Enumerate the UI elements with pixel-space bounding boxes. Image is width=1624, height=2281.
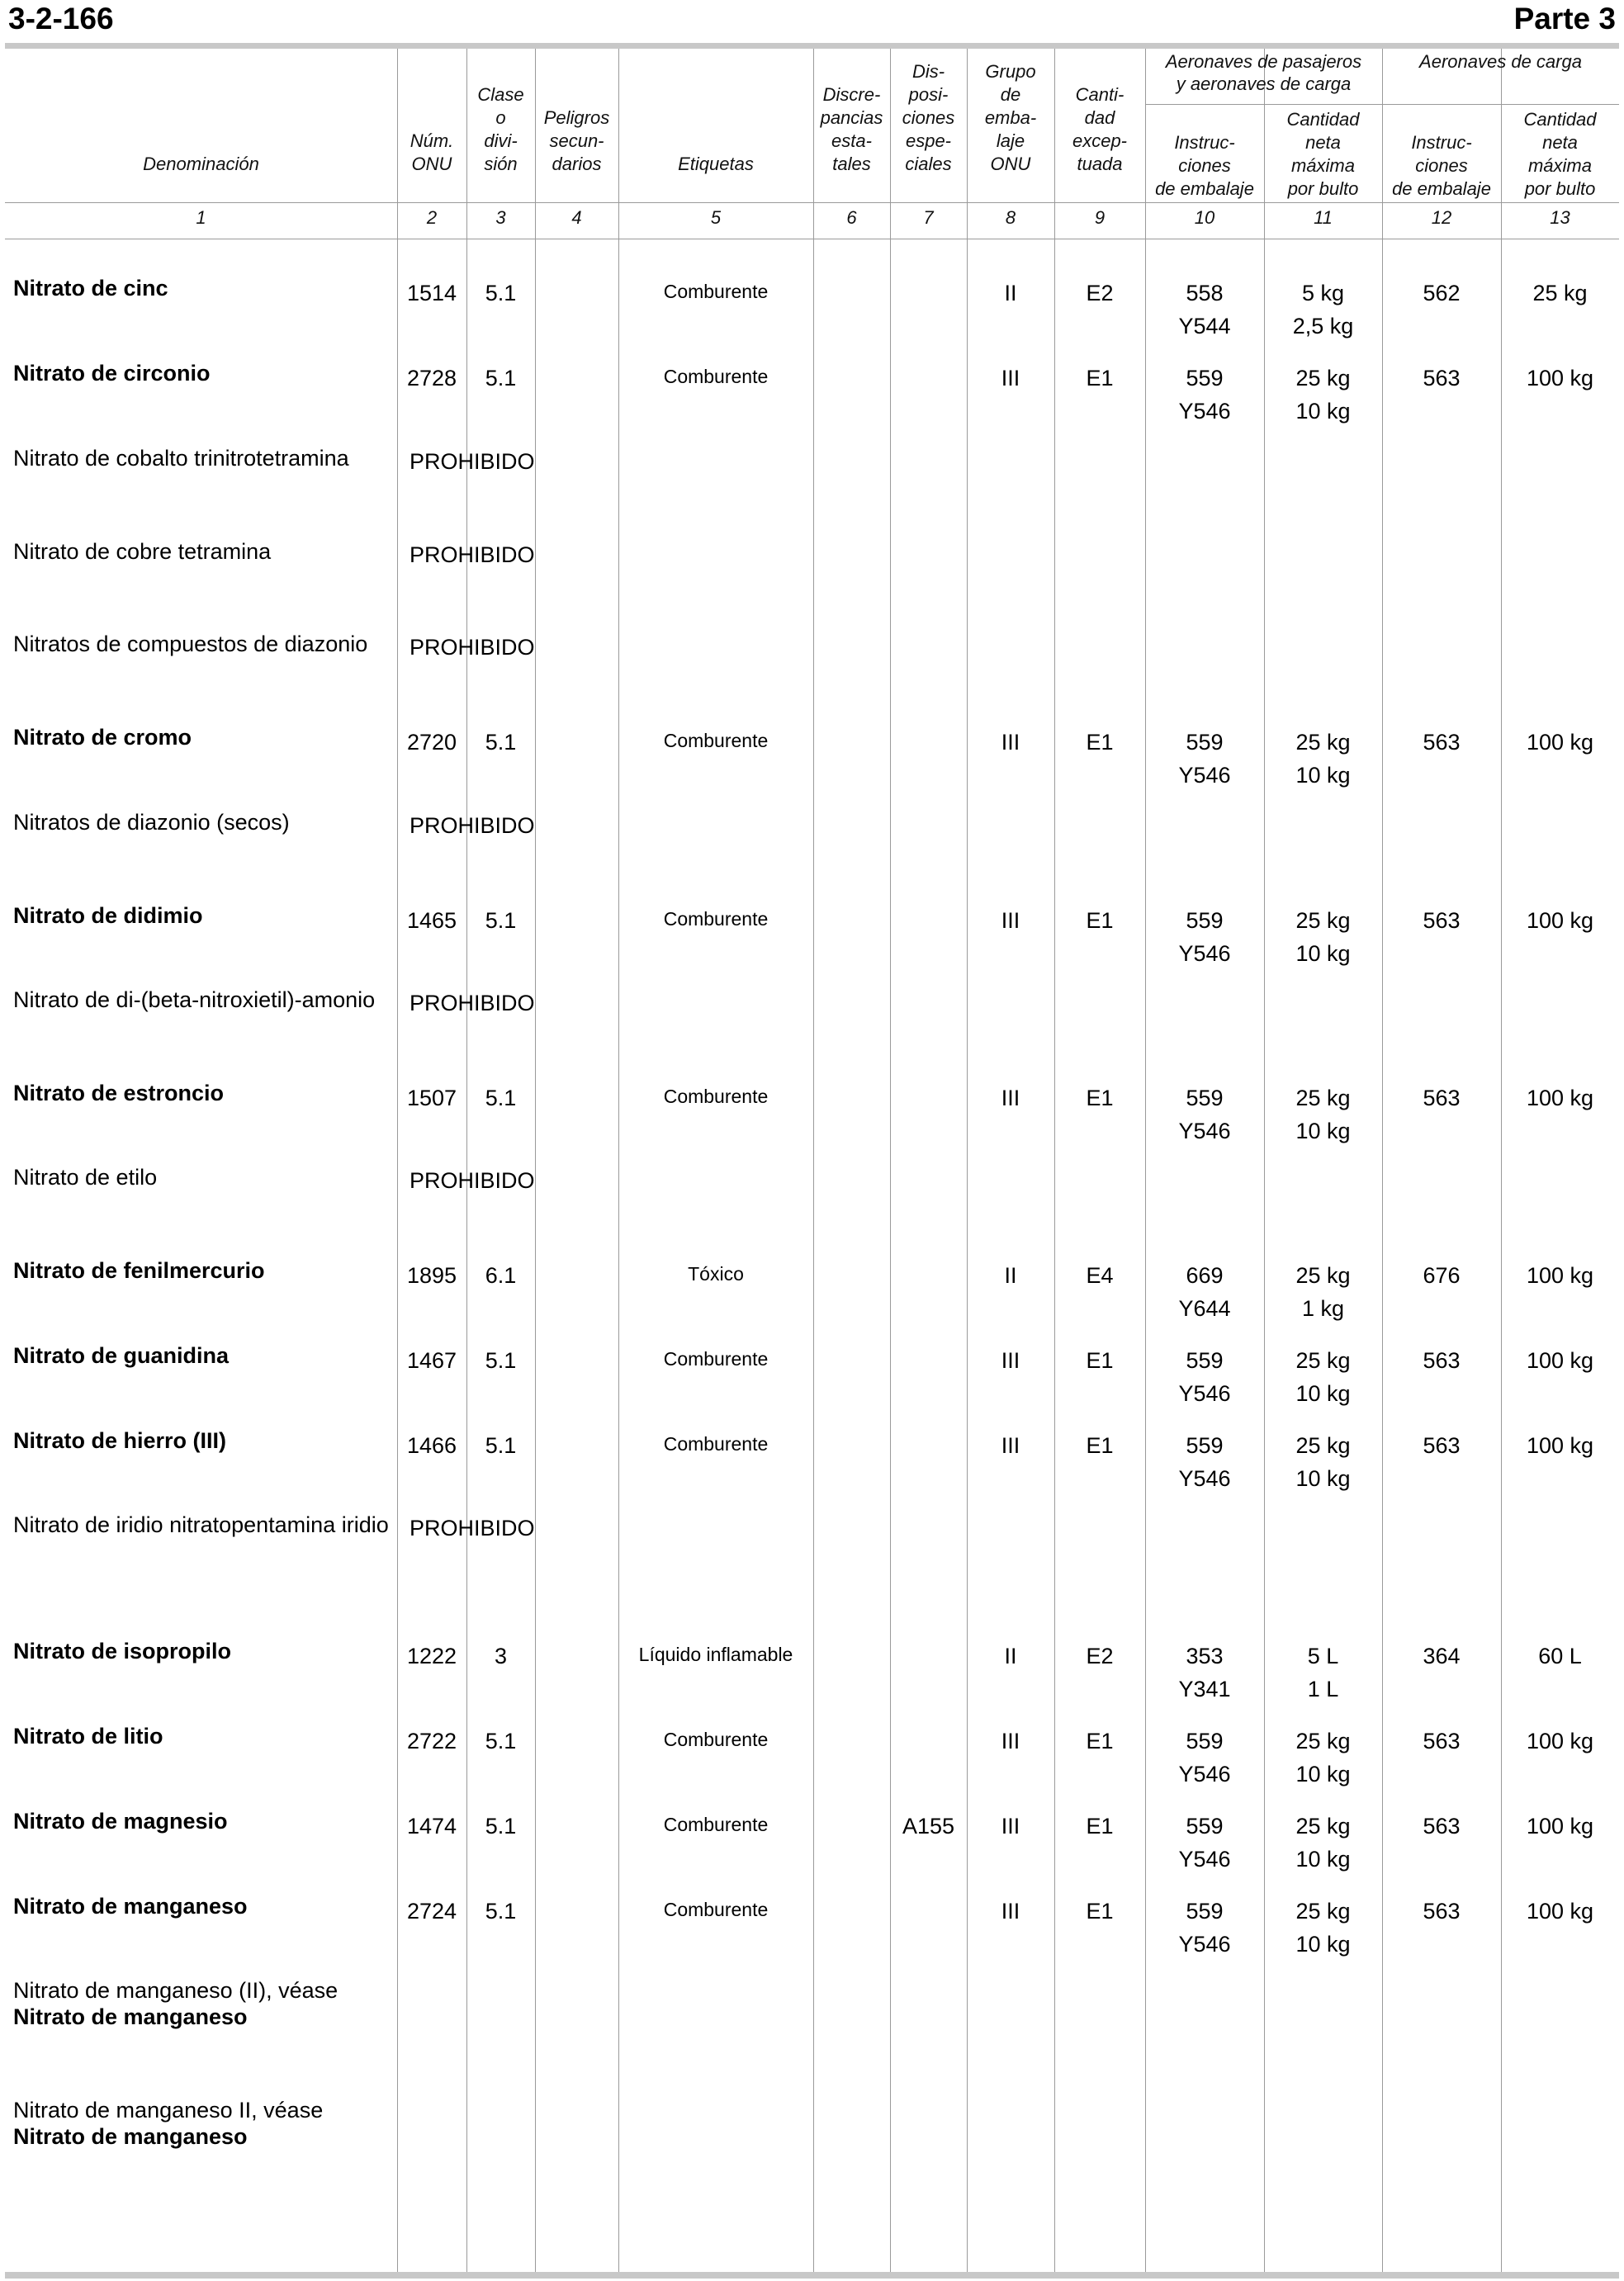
un-number: 2728 <box>406 366 457 390</box>
passenger-ltd-quantity: 1 kg <box>1301 1296 1345 1321</box>
column-number: 8 <box>1005 207 1016 228</box>
prohibited-label: PROHIBIDO <box>410 1168 535 1193</box>
column-number: 4 <box>571 207 582 228</box>
cargo-max-quantity: 25 kg <box>1532 281 1588 305</box>
packing-group: III <box>1001 1348 1020 1373</box>
passenger-ltd-instruction: Y546 <box>1178 941 1231 966</box>
prohibited-label: PROHIBIDO <box>410 542 535 567</box>
passenger-ltd-quantity: 1 L <box>1307 1677 1339 1701</box>
hazard-label: Comburente <box>663 1433 769 1455</box>
hazard-class: 5.1 <box>485 366 517 390</box>
un-number: 1222 <box>406 1644 457 1668</box>
header-pi-cargo: Instruc- ciones de embalaje <box>1392 132 1491 199</box>
un-number: 1474 <box>406 1814 457 1839</box>
cargo-packing-instruction: 563 <box>1423 1086 1461 1110</box>
header-group-passenger: Aeronaves de pasajeros y aeronaves de carga <box>1165 51 1362 94</box>
substance-name: Nitrato de cobalto trinitrotetramina <box>13 446 349 471</box>
un-number: 1895 <box>406 1263 457 1288</box>
passenger-ltd-quantity: 10 kg <box>1295 941 1351 966</box>
excepted-quantity: E1 <box>1086 908 1114 933</box>
header-disposiciones: Dis- posi- ciones espe- ciales <box>902 61 955 174</box>
passenger-packing-instruction: 559 <box>1186 1814 1224 1839</box>
hazard-label: Comburente <box>663 1899 769 1920</box>
header-etiquetas: Etiquetas <box>678 154 754 174</box>
prohibited-label: PROHIBIDO <box>410 991 535 1015</box>
substance-name: Nitrato de cromo <box>13 725 192 750</box>
header-group-cargo: Aeronaves de carga <box>1419 51 1582 72</box>
substance-name: Nitrato de manganeso (II), véase <box>13 1978 339 2003</box>
passenger-packing-instruction: 558 <box>1186 281 1224 305</box>
prohibited-label: PROHIBIDO <box>410 1516 535 1540</box>
substance-name: Nitrato de cobre tetramina <box>13 539 272 564</box>
passenger-max-quantity: 25 kg <box>1295 1814 1351 1839</box>
un-number: 2720 <box>406 730 457 755</box>
excepted-quantity: E1 <box>1086 1814 1114 1839</box>
passenger-max-quantity: 25 kg <box>1295 730 1351 755</box>
packing-group: III <box>1001 908 1020 933</box>
cargo-max-quantity: 100 kg <box>1526 1814 1594 1839</box>
hazard-class: 5.1 <box>485 1348 517 1373</box>
passenger-ltd-instruction: Y546 <box>1178 763 1231 788</box>
passenger-ltd-quantity: 10 kg <box>1295 1466 1351 1491</box>
excepted-quantity: E1 <box>1086 1729 1114 1753</box>
column-number: 13 <box>1550 207 1570 228</box>
hazard-label: Comburente <box>663 366 769 387</box>
passenger-max-quantity: 5 kg <box>1301 281 1345 305</box>
packing-group: III <box>1001 366 1020 390</box>
cargo-packing-instruction: 563 <box>1423 1899 1461 1924</box>
column-number: 9 <box>1094 207 1106 228</box>
substance-name: Nitrato de etilo <box>13 1165 158 1190</box>
cargo-max-quantity: 100 kg <box>1526 1086 1594 1110</box>
prohibited-label: PROHIBIDO <box>410 635 535 660</box>
passenger-packing-instruction: 559 <box>1186 730 1224 755</box>
hazard-label: Comburente <box>663 908 769 930</box>
excepted-quantity: E1 <box>1086 1348 1114 1373</box>
header-cantidad-exceptuada: Canti- dad excep- tuada <box>1072 84 1128 174</box>
passenger-ltd-instruction: Y546 <box>1178 1762 1231 1786</box>
passenger-ltd-instruction: Y546 <box>1178 1847 1231 1872</box>
cargo-packing-instruction: 563 <box>1423 1814 1461 1839</box>
header-peligros: Peligros secun- darios <box>543 107 610 174</box>
packing-group: III <box>1001 1814 1020 1839</box>
packing-group: III <box>1001 730 1020 755</box>
hazard-class: 5.1 <box>485 908 517 933</box>
hazard-class: 3 <box>494 1644 508 1668</box>
cargo-packing-instruction: 364 <box>1423 1644 1461 1668</box>
top-rule <box>5 43 1619 49</box>
passenger-packing-instruction: 559 <box>1186 1086 1224 1110</box>
passenger-max-quantity: 25 kg <box>1295 1348 1351 1373</box>
page-part: Parte 3 <box>1513 2 1616 35</box>
hazard-class: 5.1 <box>485 1814 517 1839</box>
hazard-label: Comburente <box>663 1086 769 1107</box>
page-header <box>8 0 1616 41</box>
cargo-max-quantity: 60 L <box>1538 1644 1582 1668</box>
passenger-ltd-quantity: 10 kg <box>1295 1381 1351 1406</box>
passenger-packing-instruction: 559 <box>1186 1729 1224 1753</box>
passenger-packing-instruction: 669 <box>1186 1263 1224 1288</box>
hazard-class: 5.1 <box>485 281 517 305</box>
header-discrepancias: Discre- pancias esta- tales <box>820 84 883 174</box>
excepted-quantity: E2 <box>1086 281 1114 305</box>
passenger-ltd-quantity: 10 kg <box>1295 1762 1351 1786</box>
passenger-ltd-quantity: 10 kg <box>1295 399 1351 424</box>
header-pi-passenger: Instruc- ciones de embalaje <box>1155 132 1254 199</box>
header-num-onu: Núm. ONU <box>410 130 454 174</box>
excepted-quantity: E1 <box>1086 366 1114 390</box>
special-provision: A155 <box>902 1814 955 1839</box>
prohibited-label: PROHIBIDO <box>410 813 535 838</box>
cargo-packing-instruction: 563 <box>1423 730 1461 755</box>
passenger-max-quantity: 25 kg <box>1295 1433 1351 1458</box>
hazard-class: 5.1 <box>485 1899 517 1924</box>
un-number: 2722 <box>406 1729 457 1753</box>
column-number: 6 <box>846 207 857 228</box>
hazard-label: Comburente <box>663 281 769 302</box>
page-number: 3-2-166 <box>8 2 114 35</box>
header-grupo-embalaje: Grupo de emba- laje ONU <box>984 61 1037 174</box>
packing-group: III <box>1001 1729 1020 1753</box>
substance-name: Nitrato de di-(beta-nitroxietil)-amonio <box>13 987 376 1012</box>
column-number: 7 <box>923 207 934 228</box>
un-number: 2724 <box>406 1899 457 1924</box>
un-number: 1465 <box>406 908 457 933</box>
column-number: 5 <box>710 207 722 228</box>
un-number: 1467 <box>406 1348 457 1373</box>
cargo-max-quantity: 100 kg <box>1526 1433 1594 1458</box>
header-denominacion: Denominación <box>143 154 259 174</box>
substance-name: Nitrato de circonio <box>13 361 211 386</box>
passenger-max-quantity: 25 kg <box>1295 1263 1351 1288</box>
passenger-ltd-quantity: 2,5 kg <box>1292 314 1354 338</box>
header-qty-passenger: Cantidad neta máxima por bulto <box>1286 109 1360 199</box>
packing-group: III <box>1001 1433 1020 1458</box>
un-number: 1514 <box>406 281 457 305</box>
excepted-quantity: E1 <box>1086 1899 1114 1924</box>
hazard-label: Líquido inflamable <box>638 1644 793 1665</box>
passenger-packing-instruction: 353 <box>1186 1644 1224 1668</box>
passenger-ltd-instruction: Y546 <box>1178 1932 1231 1957</box>
packing-group: II <box>1004 1644 1017 1668</box>
passenger-packing-instruction: 559 <box>1186 366 1224 390</box>
passenger-max-quantity: 5 L <box>1307 1644 1339 1668</box>
hazard-label: Comburente <box>663 1729 769 1750</box>
header-qty-cargo: Cantidad neta máxima por bulto <box>1523 109 1597 199</box>
un-number: 1507 <box>406 1086 457 1110</box>
passenger-packing-instruction: 559 <box>1186 908 1224 933</box>
substance-name: Nitrato de litio <box>13 1724 163 1749</box>
hazard-label: Comburente <box>663 1814 769 1835</box>
passenger-packing-instruction: 559 <box>1186 1433 1224 1458</box>
passenger-ltd-instruction: Y544 <box>1178 314 1231 338</box>
passenger-max-quantity: 25 kg <box>1295 908 1351 933</box>
excepted-quantity: E1 <box>1086 730 1114 755</box>
passenger-max-quantity: 25 kg <box>1295 366 1351 390</box>
passenger-packing-instruction: 559 <box>1186 1899 1224 1924</box>
passenger-ltd-quantity: 10 kg <box>1295 1119 1351 1143</box>
substance-name: Nitrato de estroncio <box>13 1081 225 1105</box>
hazard-class: 6.1 <box>485 1263 517 1288</box>
cargo-packing-instruction: 563 <box>1423 1729 1461 1753</box>
hazard-label: Comburente <box>663 1348 769 1370</box>
cargo-max-quantity: 100 kg <box>1526 1348 1594 1373</box>
column-number: 11 <box>1314 207 1333 228</box>
packing-group: II <box>1004 281 1017 305</box>
hazard-class: 5.1 <box>485 1729 517 1753</box>
cargo-max-quantity: 100 kg <box>1526 366 1594 390</box>
substance-name: Nitrato de cinc <box>13 276 168 301</box>
hazard-label: Comburente <box>663 730 769 751</box>
substance-name: Nitratos de compuestos de diazonio <box>13 632 368 656</box>
passenger-ltd-instruction: Y546 <box>1178 1466 1231 1491</box>
packing-group: III <box>1001 1899 1020 1924</box>
cargo-packing-instruction: 563 <box>1423 366 1461 390</box>
cargo-packing-instruction: 563 <box>1423 1433 1461 1458</box>
prohibited-label: PROHIBIDO <box>410 449 535 474</box>
packing-group: II <box>1004 1263 1017 1288</box>
column-number: 12 <box>1431 207 1452 228</box>
substance-name: Nitrato de guanidina <box>13 1343 230 1368</box>
excepted-quantity: E2 <box>1086 1644 1114 1668</box>
passenger-ltd-instruction: Y644 <box>1178 1296 1231 1321</box>
passenger-ltd-quantity: 10 kg <box>1295 1847 1351 1872</box>
passenger-ltd-quantity: 10 kg <box>1295 763 1351 788</box>
column-number: 1 <box>196 207 206 228</box>
substance-name: Nitrato de fenilmercurio <box>13 1258 265 1283</box>
substance-name: Nitrato de iridio nitratopentamina iridio <box>13 1512 389 1537</box>
cargo-packing-instruction: 563 <box>1423 1348 1461 1373</box>
passenger-ltd-instruction: Y546 <box>1178 399 1231 424</box>
passenger-max-quantity: 25 kg <box>1295 1729 1351 1753</box>
substance-name: Nitrato de manganeso <box>13 1894 248 1919</box>
bottom-rule <box>5 2272 1619 2279</box>
column-number: 2 <box>426 207 438 228</box>
passenger-ltd-quantity: 10 kg <box>1295 1932 1351 1957</box>
hazard-class: 5.1 <box>485 1086 517 1110</box>
substance-name: Nitrato de manganeso II, véase <box>13 2098 324 2122</box>
column-number: 10 <box>1194 207 1215 228</box>
substance-name: Nitrato de magnesio <box>13 1809 228 1834</box>
substance-name: Nitrato de didimio <box>13 903 203 928</box>
excepted-quantity: E1 <box>1086 1433 1114 1458</box>
cargo-max-quantity: 100 kg <box>1526 730 1594 755</box>
excepted-quantity: E4 <box>1086 1263 1114 1288</box>
un-number: 1466 <box>406 1433 457 1458</box>
passenger-max-quantity: 25 kg <box>1295 1899 1351 1924</box>
header-clase: Clase o divi- sión <box>477 84 524 174</box>
passenger-max-quantity: 25 kg <box>1295 1086 1351 1110</box>
substance-name: Nitrato de hierro (III) <box>13 1428 227 1453</box>
passenger-ltd-instruction: Y546 <box>1178 1381 1231 1406</box>
see-reference: Nitrato de manganeso <box>13 2124 248 2149</box>
hazard-class: 5.1 <box>485 730 517 755</box>
hazard-label: Tóxico <box>688 1263 744 1285</box>
cargo-packing-instruction: 563 <box>1423 908 1461 933</box>
excepted-quantity: E1 <box>1086 1086 1114 1110</box>
cargo-max-quantity: 100 kg <box>1526 908 1594 933</box>
cargo-max-quantity: 100 kg <box>1526 1899 1594 1924</box>
see-reference: Nitrato de manganeso <box>13 2004 248 2029</box>
packing-group: III <box>1001 1086 1020 1110</box>
cargo-max-quantity: 100 kg <box>1526 1729 1594 1753</box>
passenger-ltd-instruction: Y341 <box>1178 1677 1231 1701</box>
column-number: 3 <box>495 207 506 228</box>
cargo-packing-instruction: 562 <box>1423 281 1461 305</box>
substance-name: Nitratos de diazonio (secos) <box>13 810 290 835</box>
passenger-ltd-instruction: Y546 <box>1178 1119 1231 1143</box>
cargo-max-quantity: 100 kg <box>1526 1263 1594 1288</box>
cargo-packing-instruction: 676 <box>1423 1263 1461 1288</box>
passenger-packing-instruction: 559 <box>1186 1348 1224 1373</box>
hazard-class: 5.1 <box>485 1433 517 1458</box>
substance-name: Nitrato de isopropilo <box>13 1639 232 1663</box>
